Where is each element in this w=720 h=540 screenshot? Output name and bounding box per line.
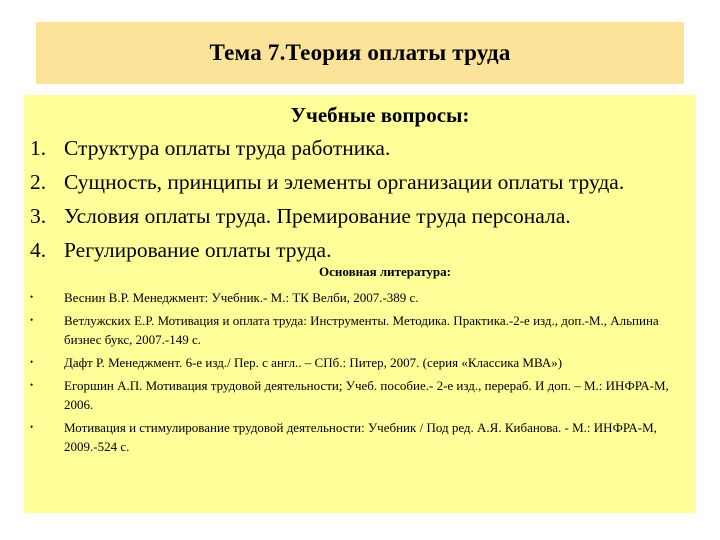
slide-title: Тема 7.Теория оплаты труда	[209, 40, 511, 65]
literature-item	[24, 376, 696, 414]
bullet-icon: •	[30, 422, 34, 432]
literature-item	[24, 418, 696, 456]
title-banner	[36, 22, 684, 84]
literature-text: Егоршин А.П. Мотивация трудовой деятельности; Учеб. пособие.- 2-е изд., перераб. И доп. – М.: ИНФРА-М, 2006.	[64, 378, 669, 412]
question-text: Структура оплаты труда работника.	[64, 136, 391, 160]
literature-text: Мотивация и стимулирование трудовой деятельности: Учебник / Под ред. А.Я. Кибанова. - М.: ИНФРА-М, 2009.-524 с.	[64, 420, 657, 454]
question-item	[24, 165, 696, 199]
question-text: Условия оплаты труда. Премирование труда персонала.	[64, 204, 571, 228]
questions-list	[24, 131, 696, 267]
literature-text: Дафт Р. Менеджмент. 6-е изд./ Пер. с англ.. – СПб.: Питер, 2007. (серия «Классика МВА»)	[64, 355, 563, 370]
question-number: 3.	[30, 204, 47, 228]
content-panel	[24, 95, 696, 513]
questions-heading: Учебные вопросы:	[290, 103, 470, 127]
literature-text: Ветлужских Е.Р. Мотивация и оплата труда: Инструменты. Методика. Практика.-2-е изд., доп.-М., Альпина бизнес букс, 2007.-149 с.	[64, 313, 659, 347]
question-text: Регулирование оплаты труда.	[64, 238, 332, 262]
literature-item	[24, 311, 696, 349]
question-item	[24, 233, 696, 267]
literature-item	[24, 288, 696, 307]
question-text: Сущность, принципы и элементы организации оплаты труда.	[64, 170, 625, 194]
question-number: 1.	[30, 136, 47, 160]
literature-list	[24, 288, 696, 460]
question-item	[24, 131, 696, 165]
bullet-icon: •	[30, 380, 34, 390]
bullet-icon: •	[30, 357, 34, 367]
question-number: 4.	[30, 238, 47, 262]
bullet-icon: •	[30, 315, 34, 325]
literature-text: Веснин В.Р. Менеджмент: Учебник.- М.: ТК Велби, 2007.-389 с.	[64, 290, 419, 305]
question-item	[24, 199, 696, 233]
bullet-icon: •	[30, 292, 34, 302]
literature-heading: Основная литература:	[319, 264, 451, 279]
question-number: 2.	[30, 170, 47, 194]
literature-item	[24, 353, 696, 372]
